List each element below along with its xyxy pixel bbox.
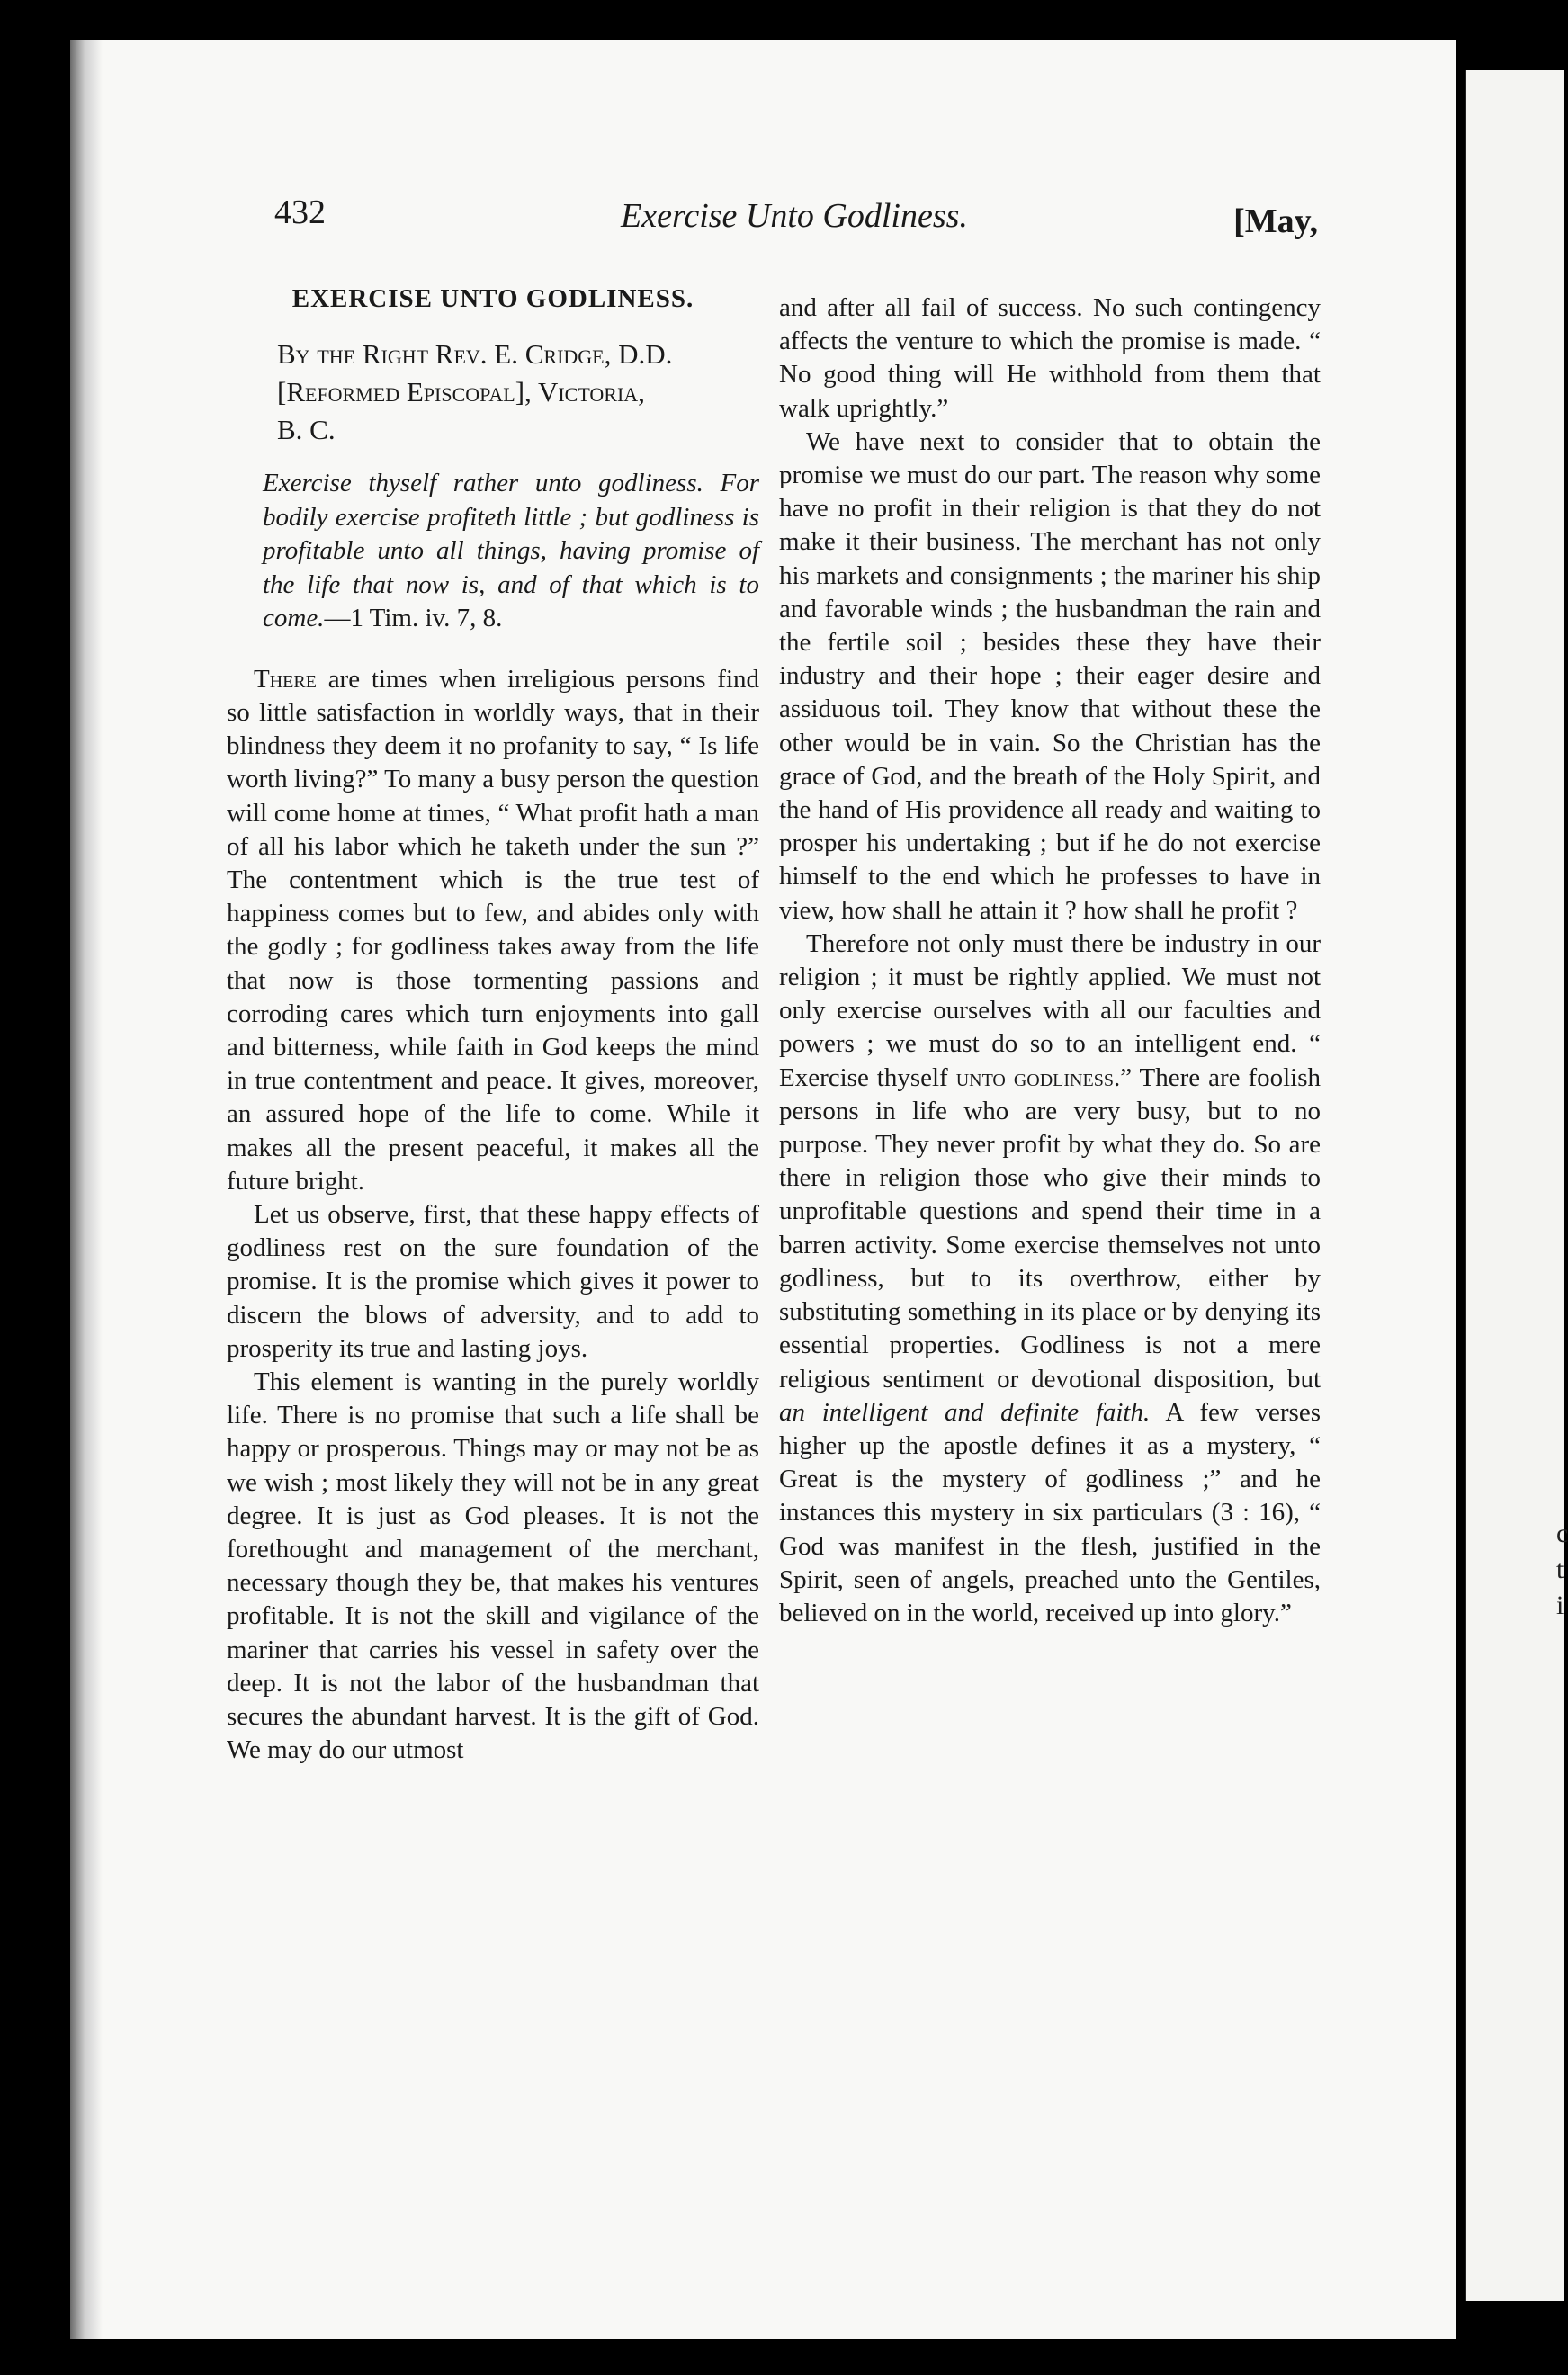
page-number: 432 <box>274 193 326 231</box>
byline-affiliation: [Reformed Episcopal], Victoria, <box>277 376 645 408</box>
epigraph-reference: —1 Tim. iv. 7, 8. <box>324 604 503 633</box>
paragraph-lead-word: There <box>254 664 317 694</box>
article-title: EXERCISE UNTO GODLINESS. <box>291 284 694 313</box>
byline <box>277 336 759 449</box>
paragraph: and after all fail of success. No such contingency affects the venture to which the promise is made. “ No good thing will He withhold from them that walk uprightly.” <box>779 293 1321 423</box>
facing-page-edge <box>1465 70 1568 2301</box>
paragraph: Let us observe, first, that these happy effects of godliness rest on the sure foundation of the promise. It is the promise which gives it power to discern the blows of adversity, and to add to prosperity its true and lasting joys. <box>227 1199 759 1363</box>
paragraph: We have next to consider that to obtain the promise we must do our part. The reason why some have no profit in their religion is that they do not make it their business. The merchant has not only his markets and consignments ; the mariner his ship and favorable winds ; the husbandman the rain and the fertile soil ; besides these they have their industry and their hope ; their eager desire and assiduous toil. They know that without these the other would be in vain. So the Christian has the grace of God, and the breath of the Holy Spirit, and the hand of His providence all ready and waiting to prosper his undertaking ; but if he do not exercise himself to the end which he professes to have in view, how shall he attain it ? how shall he profit ? <box>779 426 1321 925</box>
facing-page-fragment: i <box>1556 1591 1564 1620</box>
italic-phrase: an intelligent and definite faith. <box>779 1397 1151 1427</box>
epigraph-text: Exercise thyself rather unto godliness. For bodily exercise profiteth little ; but godliness is profitable unto all things, having promise of the life that now is, and of that which is to come. <box>263 469 759 633</box>
paragraph: This element is wanting in the purely worldly life. There is no promise that such a life shall be happy or prosperous. Things may or may not be as we wish ; most likely they will not be in any great degree. It is just as God pleases. It is not the forethought and management of the merchant, necessary though they be, that makes his ventures profitable. It is not the skill and vigilance of the mariner that carries his vessel in safety over the deep. It is not the labor of the husbandman that secures the abundant harvest. It is the gift of God. We may do our utmost <box>227 1367 759 1765</box>
left-column <box>227 282 759 1767</box>
running-title: Exercise Unto Godliness. <box>621 197 968 235</box>
epigraph <box>263 467 759 636</box>
running-month: [May, <box>1233 202 1318 240</box>
paragraph-text: ” There are foolish persons in life who are very busy, but to no purpose. They never profit by what they do. So are there in religion those who give their minds to unprofitable questions and spend their time in a barren activity. Some exercise themselves not unto godliness, but to its overthrow, either by substituting something in its place or by denying its essential properties. Godliness is not a mere religious sentiment or devotional disposition, but <box>779 1062 1321 1394</box>
byline-author: By the Right Rev. E. Cridge, D.D. <box>277 338 673 371</box>
small-caps-phrase: unto godliness. <box>955 1062 1121 1092</box>
byline-place: B. C. <box>277 414 336 446</box>
paragraph <box>779 928 1321 1630</box>
paragraph-text: are times when irreligious persons find so little satisfaction in worldly ways, that in their blindness they deem it no profanity to say, “ Is life worth living?” To many a busy person the question will come home at times, “ What profit hath a man of all his labor which he taketh under the sun ?” The contentment which is the true test of happiness comes but to few, and abides only with the godly ; for godliness takes away from the life that now is those tormenting passions and corroding cares which turn enjoyments into gall and bitterness, while faith in God keeps the mind in true contentment and peace. It gives, moreover, an assured hope of the life to come. While it makes all the present peaceful, it makes all the future bright. <box>227 664 759 1196</box>
page-gutter <box>70 40 103 2339</box>
running-head <box>274 193 1318 246</box>
facing-page-fragment: t <box>1556 1555 1564 1584</box>
paragraph-text: A few verses higher up the apostle defines it as a mystery, “ Great is the mystery of godliness ;” and he instances this mystery in six particulars (3 : 16), “ God was manifest in the flesh, justified in the Spirit, seen of angels, preached unto the Gentiles, believed on in the world, received up into glory.” <box>779 1397 1322 1627</box>
paragraph-text: Therefore not only must there be industry in our religion ; it must be rightly applied. We must not only exercise ourselves with all our faculties and powers ; we must do so to an intelligent end. “ Exercise thyself <box>779 928 1321 1092</box>
right-column <box>779 291 1321 1630</box>
facing-page-fragment: c <box>1556 1519 1568 1548</box>
paragraph <box>227 663 759 1198</box>
